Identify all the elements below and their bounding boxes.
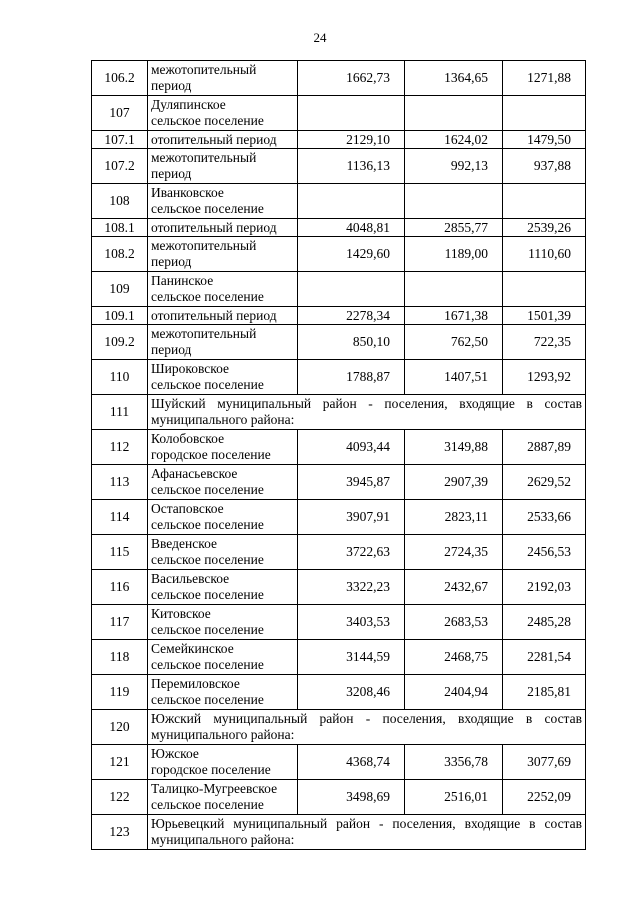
table-row [92,219,586,237]
settlement-name-line: Колобовское [151,431,225,446]
value-col-3: 2456,53 [503,535,586,570]
settlement-name-line: Китовское [151,606,211,621]
settlement-name [148,184,298,219]
settlement-name-line: сельское поселение [151,622,264,637]
settlement-name [148,780,298,815]
table-row [92,570,586,605]
settlement-name [148,219,298,237]
value-col-3 [503,96,586,131]
row-number: 107.1 [92,131,148,149]
value-col-1: 3945,87 [298,465,405,500]
settlement-name [148,430,298,465]
table-row [92,430,586,465]
row-number: 111 [92,395,148,430]
table-row [92,272,586,307]
settlement-name-line: сельское поселение [151,692,264,707]
value-col-2: 2855,77 [405,219,503,237]
value-col-1: 3722,63 [298,535,405,570]
row-number: 109 [92,272,148,307]
district-heading: Юрьевецкий муниципальный район - поселения, входящие в состав муниципального района: [148,815,586,850]
value-col-3: 3077,69 [503,745,586,780]
value-col-3: 1479,50 [503,131,586,149]
settlement-name-line: период [151,342,192,357]
value-col-2: 2404,94 [405,675,503,710]
table-row [92,360,586,395]
table-row [92,745,586,780]
value-col-1: 4048,81 [298,219,405,237]
settlement-name [148,570,298,605]
row-number: 120 [92,710,148,745]
settlement-name [148,61,298,96]
settlement-name [148,131,298,149]
settlement-name-line: межотопительный [151,238,257,253]
settlement-name [148,237,298,272]
value-col-2: 3149,88 [405,430,503,465]
settlement-name [148,96,298,131]
table-row [92,307,586,325]
table-row [92,325,586,360]
table-row [92,710,586,745]
row-number: 108.2 [92,237,148,272]
row-number: 119 [92,675,148,710]
settlement-name-line: городское поселение [151,447,271,462]
value-col-1 [298,184,405,219]
value-col-2: 2432,67 [405,570,503,605]
settlement-name-line: отопительный период [151,131,277,147]
row-number: 109.2 [92,325,148,360]
table-row [92,535,586,570]
settlement-name-line: Панинское [151,273,214,288]
value-col-2 [405,272,503,307]
value-col-2 [405,96,503,131]
table-row [92,780,586,815]
settlement-name [148,325,298,360]
value-col-1: 3403,53 [298,605,405,640]
settlement-name-line: период [151,78,192,93]
table-row [92,465,586,500]
value-col-3: 722,35 [503,325,586,360]
value-col-2 [405,184,503,219]
district-heading: Южский муниципальный район - поселения, входящие в состав муниципального района: [148,710,586,745]
settlement-name-line: Талицко-Мугреевское [151,781,278,796]
settlement-name-line: межотопительный [151,62,257,77]
value-col-3: 2485,28 [503,605,586,640]
table-row [92,237,586,272]
settlement-name-line: сельское поселение [151,201,264,216]
table-row [92,184,586,219]
row-number: 112 [92,430,148,465]
row-number: 114 [92,500,148,535]
table-row [92,149,586,184]
table-row [92,640,586,675]
value-col-3 [503,272,586,307]
value-col-1: 4368,74 [298,745,405,780]
row-number: 106.2 [92,61,148,96]
value-col-1: 1136,13 [298,149,405,184]
settlement-name [148,605,298,640]
value-col-1: 3208,46 [298,675,405,710]
settlement-name-line: сельское поселение [151,113,264,128]
row-number: 117 [92,605,148,640]
row-number: 109.1 [92,307,148,325]
settlement-name-line: Васильевское [151,571,230,586]
settlement-name [148,360,298,395]
row-number: 108 [92,184,148,219]
settlement-name-line: сельское поселение [151,797,264,812]
table-row [92,675,586,710]
value-col-1 [298,272,405,307]
value-col-3 [503,184,586,219]
value-col-1: 3144,59 [298,640,405,675]
row-number: 116 [92,570,148,605]
value-col-3: 2539,26 [503,219,586,237]
settlement-name-line: сельское поселение [151,517,264,532]
value-col-2: 1407,51 [405,360,503,395]
settlement-name [148,307,298,325]
value-col-3: 1501,39 [503,307,586,325]
value-col-3: 1293,92 [503,360,586,395]
value-col-2: 992,13 [405,149,503,184]
table-row [92,61,586,96]
settlement-name [148,149,298,184]
settlement-name [148,745,298,780]
settlement-name-line: сельское поселение [151,482,264,497]
value-col-3: 1271,88 [503,61,586,96]
value-col-2: 1364,65 [405,61,503,96]
value-col-1: 3907,91 [298,500,405,535]
value-col-1: 3498,69 [298,780,405,815]
settlement-name-line: сельское поселение [151,587,264,602]
row-number: 113 [92,465,148,500]
settlement-name-line: сельское поселение [151,377,264,392]
value-col-3: 2629,52 [503,465,586,500]
value-col-2: 2468,75 [405,640,503,675]
value-col-1: 850,10 [298,325,405,360]
settlement-name [148,500,298,535]
value-col-2: 762,50 [405,325,503,360]
value-col-1: 4093,44 [298,430,405,465]
settlement-name-line: период [151,254,192,269]
settlement-name-line: Дуляпинское [151,97,226,112]
value-col-2: 2907,39 [405,465,503,500]
value-col-1: 2278,34 [298,307,405,325]
value-col-2: 1189,00 [405,237,503,272]
value-col-1: 1788,87 [298,360,405,395]
settlement-name-line: Остаповское [151,501,224,516]
settlement-name [148,640,298,675]
value-col-2: 2683,53 [405,605,503,640]
value-col-3: 2185,81 [503,675,586,710]
row-number: 108.1 [92,219,148,237]
value-col-1: 1662,73 [298,61,405,96]
settlement-name-line: Иванковское [151,185,224,200]
value-col-3: 2281,54 [503,640,586,675]
settlement-name-line: сельское поселение [151,289,264,304]
settlement-name-line: Перемиловское [151,676,240,691]
row-number: 110 [92,360,148,395]
row-number: 121 [92,745,148,780]
settlement-name-line: Семейкинское [151,641,234,656]
settlement-name [148,675,298,710]
settlement-name-line: Афанасьевское [151,466,238,481]
table-row [92,815,586,850]
value-col-1: 2129,10 [298,131,405,149]
value-col-2: 3356,78 [405,745,503,780]
table-row [92,131,586,149]
value-col-2: 1624,02 [405,131,503,149]
row-number: 115 [92,535,148,570]
value-col-3: 937,88 [503,149,586,184]
settlement-name-line: период [151,166,192,181]
value-col-2: 2516,01 [405,780,503,815]
settlement-name-line: отопительный период [151,219,277,235]
tariff-table [91,60,586,850]
settlement-name [148,272,298,307]
row-number: 118 [92,640,148,675]
settlement-name-line: Широковское [151,361,230,376]
settlement-name-line: сельское поселение [151,657,264,672]
value-col-3: 2252,09 [503,780,586,815]
page-number: 24 [313,30,327,45]
settlement-name-line: Введенское [151,536,217,551]
value-col-1: 3322,23 [298,570,405,605]
settlement-name-line: межотопительный [151,326,257,341]
settlement-name-line: отопительный период [151,307,277,323]
value-col-2: 2823,11 [405,500,503,535]
value-col-3: 1110,60 [503,237,586,272]
value-col-3: 2887,89 [503,430,586,465]
table-row [92,96,586,131]
value-col-1 [298,96,405,131]
table-row [92,605,586,640]
settlement-name-line: межотопительный [151,150,257,165]
row-number: 107 [92,96,148,131]
district-heading: Шуйский муниципальный район - поселения, входящие в состав муниципального района: [148,395,586,430]
value-col-3: 2192,03 [503,570,586,605]
row-number: 107.2 [92,149,148,184]
row-number: 122 [92,780,148,815]
table-row [92,500,586,535]
value-col-1: 1429,60 [298,237,405,272]
settlement-name-line: городское поселение [151,762,271,777]
settlement-name-line: Южское [151,746,199,761]
table-row [92,395,586,430]
value-col-2: 1671,38 [405,307,503,325]
settlement-name [148,535,298,570]
row-number: 123 [92,815,148,850]
settlement-name-line: сельское поселение [151,552,264,567]
settlement-name [148,465,298,500]
value-col-2: 2724,35 [405,535,503,570]
value-col-3: 2533,66 [503,500,586,535]
